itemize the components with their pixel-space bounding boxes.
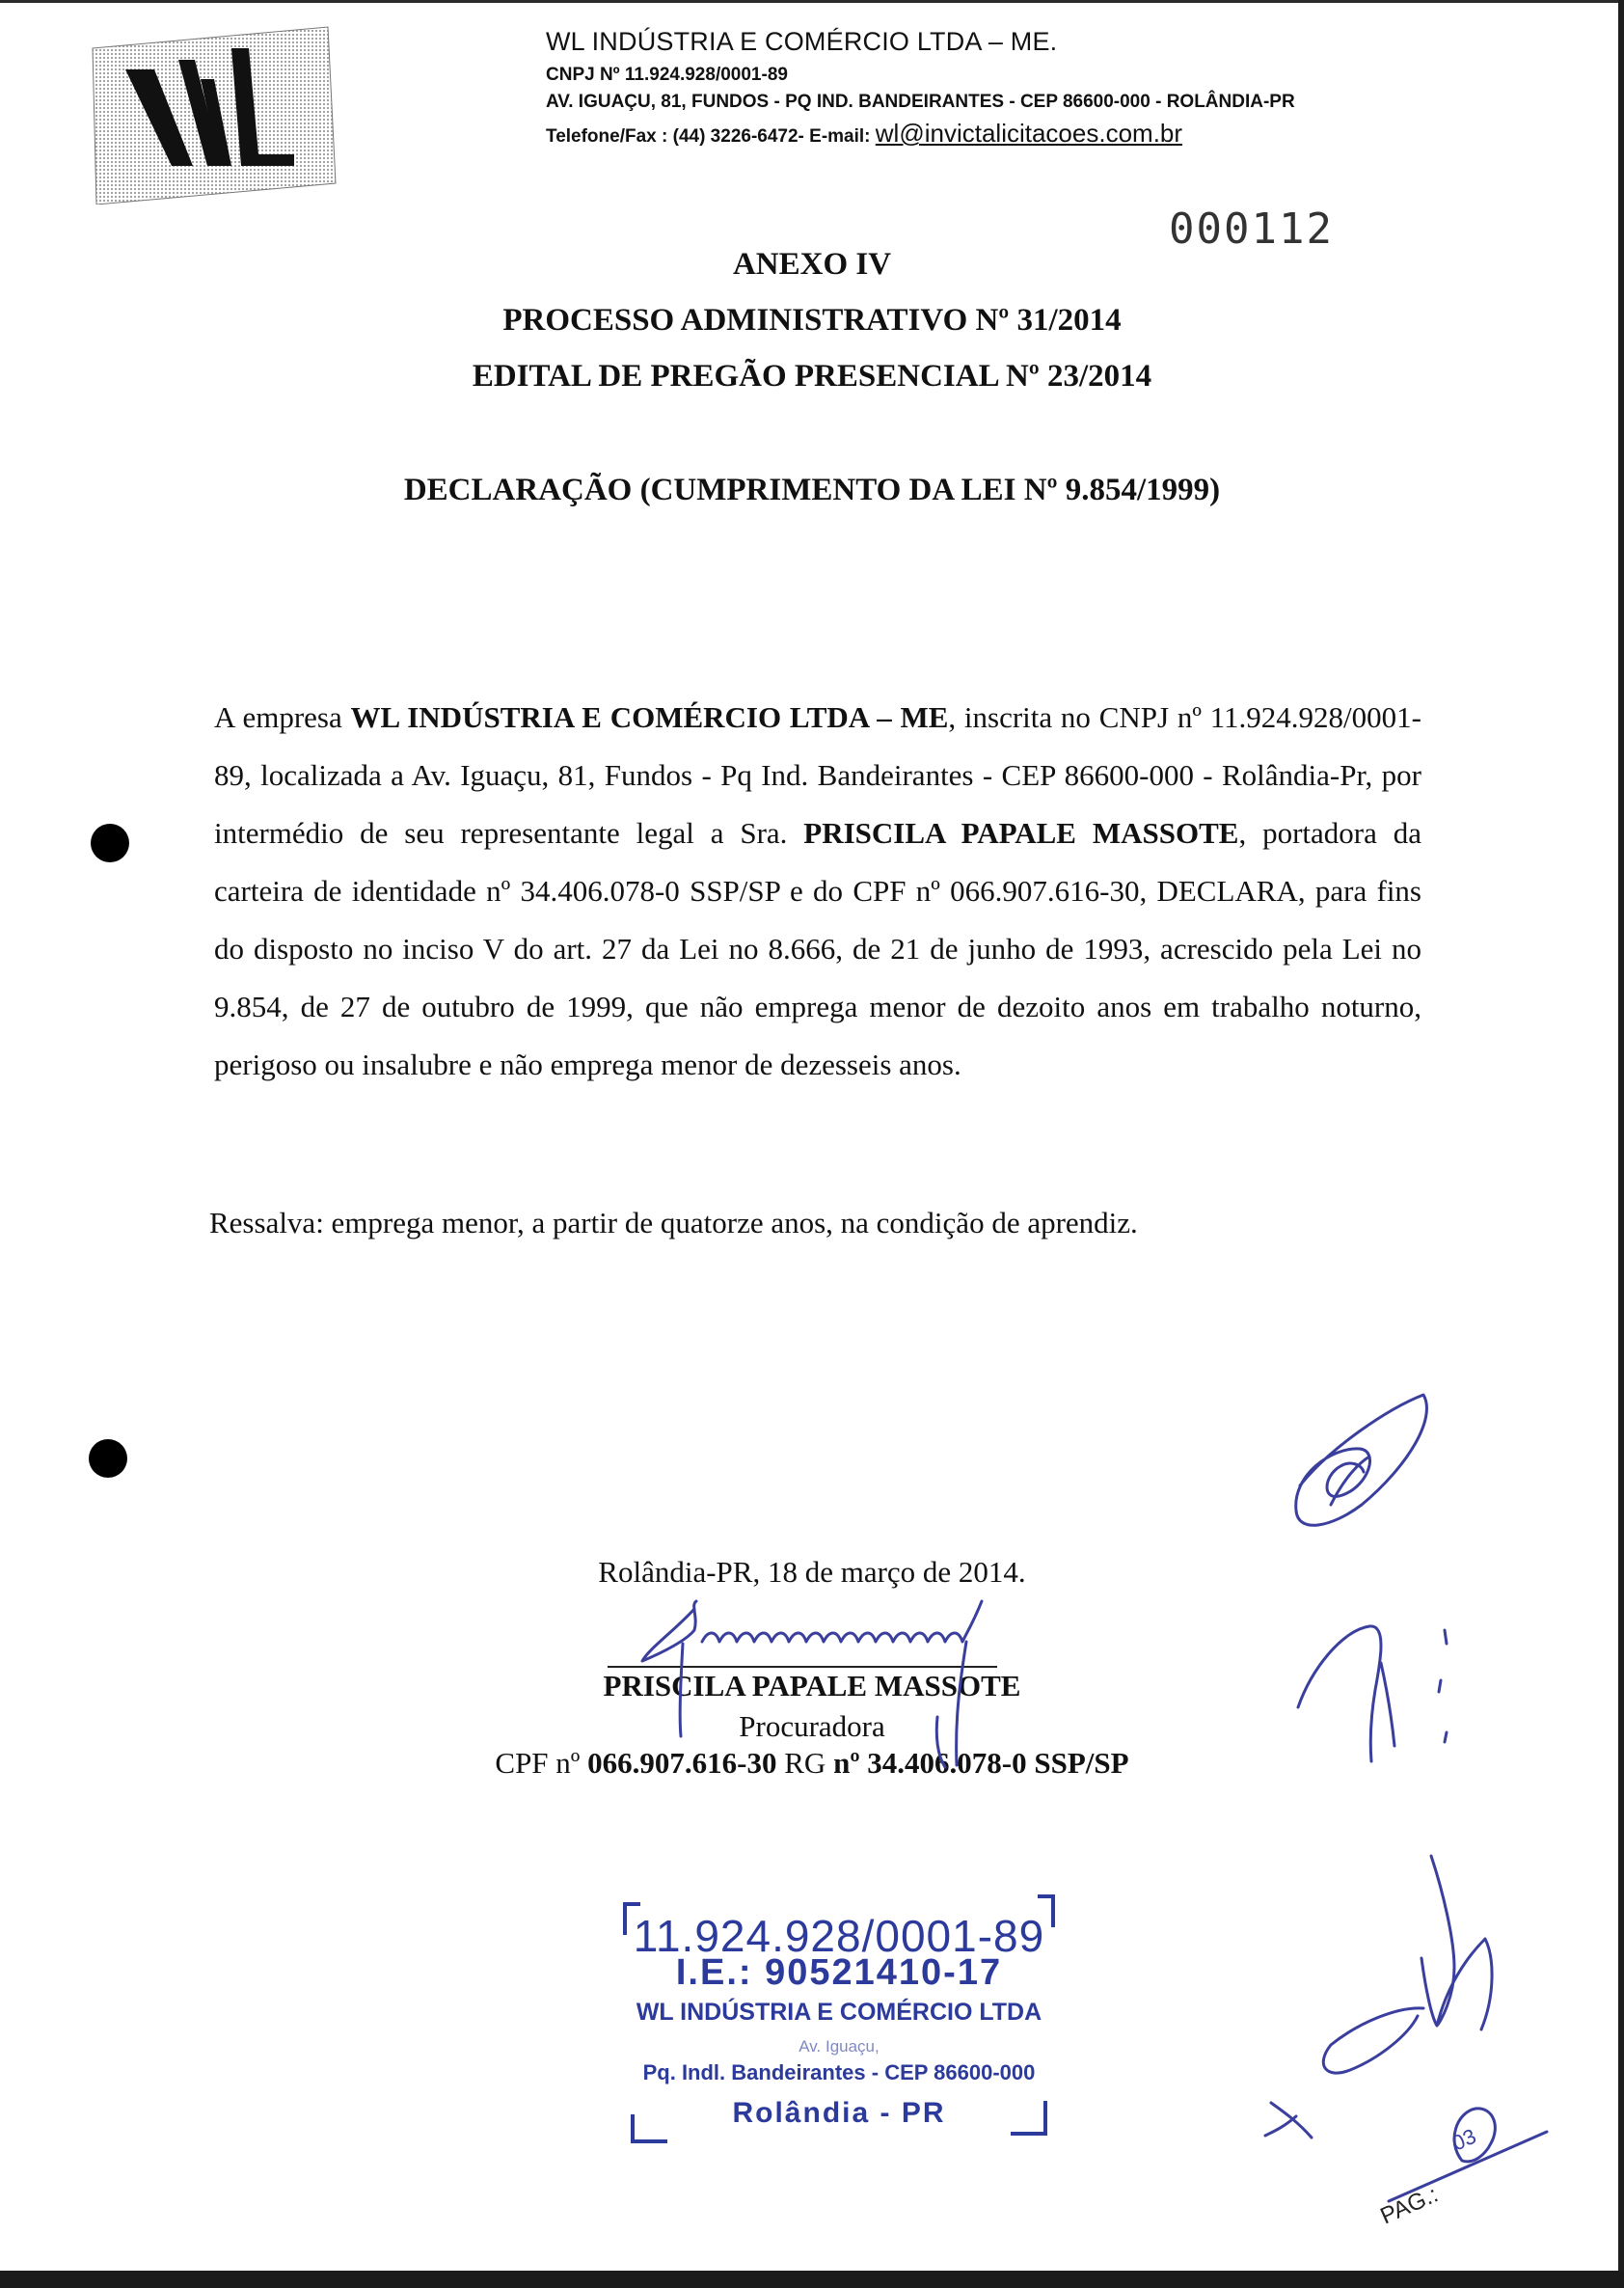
company-address: AV. IGUAÇU, 81, FUNDOS - PQ IND. BANDEIRANTES - CEP 86600-000 - ROLÂNDIA-PR [546, 92, 1295, 112]
stamp-company-name: WL INDÚSTRIA E COMÉRCIO LTDA [636, 1999, 1042, 2026]
rg-label: RG [776, 1746, 834, 1780]
initials-mark [1298, 1626, 1447, 1761]
company-cnpj: CNPJ Nº 11.924.928/0001-89 [546, 65, 788, 85]
initials-mark [1265, 2103, 1312, 2138]
company-name: WL INDÚSTRIA E COMÉRCIO LTDA – ME. [546, 27, 1058, 56]
stamp-city: Rolândia - PR [732, 2097, 946, 2129]
initials-mark [1323, 1856, 1492, 2073]
ressalva-note: Ressalva: emprega menor, a partir de quatorze anos, na condição de aprendiz. [209, 1206, 1138, 1239]
initials-mark [1296, 1395, 1427, 1525]
annex-title: ANEXO IV [732, 247, 892, 282]
body-representative: PRISCILA PAPALE MASSOTE [803, 816, 1239, 850]
declaration-title: DECLARAÇÃO (CUMPRIMENTO DA LEI Nº 9.854/1999) [403, 473, 1221, 507]
signer-name: PRISCILA PAPALE MASSOTE [603, 1669, 1021, 1702]
stamp-ie: I.E.: 90521410-17 [675, 1952, 1003, 1993]
body-company: WL INDÚSTRIA E COMÉRCIO LTDA – ME [350, 700, 949, 734]
body-text-2: , inscrita no CNPJ nº 11.924.928/0001-89, localizada a Av. Iguaçu, 81, Fundos - Pq Ind. Bandeirantes - CEP 86600-000 - Rolândia-Pr, por intermédio de seu representante legal a Sra. [214, 700, 1421, 850]
phone-label: Telefone/Fax : (44) 3226-6472- E-mail: [546, 126, 871, 147]
stamp-cnpj: 11.924.928/0001-89 [633, 1911, 1045, 1961]
body-text-1: A empresa [214, 700, 351, 734]
page-number: 000112 [1169, 204, 1334, 254]
signer-role: Procuradora [739, 1709, 885, 1743]
cpf-value: 066.907.616-30 [587, 1746, 777, 1780]
page-annotation-value: 03 [1448, 2123, 1480, 2156]
page-annotation-label: PAG.: [1376, 2181, 1443, 2230]
body-text-3: , portadora da carteira de identidade nº 34.406.078-0 SSP/SP e do CPF nº 066.907.616-30, DECLARA, para fins do disposto no inciso V do art. 27 da Lei no 8.666, de 21 de junho de 1993, acrescido pela Lei no 9.854, de 27 de outubro de 1999, que não emprega menor de dezoito anos em trabalho noturno, perigoso ou insalubre e não emprega menor de dezesseis anos. [214, 816, 1421, 1081]
rg-value: nº 34.406.078-0 SSP/SP [833, 1746, 1129, 1780]
email-link[interactable]: wl@invictalicitacoes.com.br [875, 119, 1183, 148]
process-title: PROCESSO ADMINISTRATIVO Nº 31/2014 [502, 303, 1122, 338]
stamp-street: Av. Iguaçu, [798, 2037, 880, 2056]
place-date: Rolândia-PR, 18 de março de 2014. [598, 1555, 1026, 1589]
signature-scribble [642, 1601, 982, 1767]
stamp-district: Pq. Indl. Bandeirantes - CEP 86600-000 [642, 2060, 1036, 2084]
cpf-label: CPF nº [495, 1746, 588, 1780]
edital-title: EDITAL DE PREGÃO PRESENCIAL Nº 23/2014 [472, 359, 1152, 394]
